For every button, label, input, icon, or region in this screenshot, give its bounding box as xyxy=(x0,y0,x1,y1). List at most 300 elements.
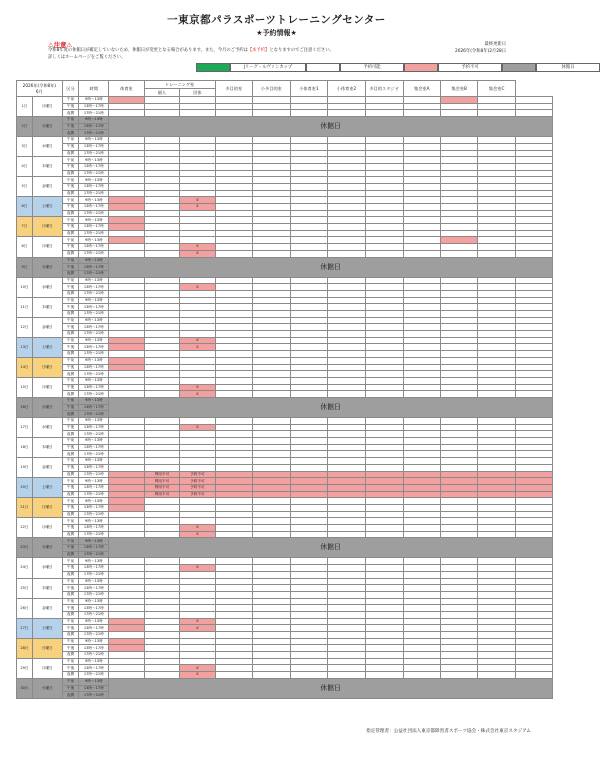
slot-cell xyxy=(515,498,552,505)
slot-cell xyxy=(253,418,291,425)
slot-cell xyxy=(440,230,477,237)
day-cell: 15日 xyxy=(17,377,33,397)
slot-cell xyxy=(290,150,328,157)
slot-cell xyxy=(144,110,179,117)
closed-day-label: 休館日 xyxy=(109,257,553,277)
slot-cell xyxy=(515,143,552,150)
period-cell: 夜間 xyxy=(62,551,79,558)
slot-cell xyxy=(109,665,144,672)
slot-cell xyxy=(365,210,403,217)
slot-cell xyxy=(328,304,366,311)
slot-cell xyxy=(515,444,552,451)
slot-cell xyxy=(253,224,291,231)
period-cell: 午前 xyxy=(62,418,79,425)
slot-cell xyxy=(215,658,252,665)
slot-cell: 利用不可 xyxy=(144,478,179,485)
table-row xyxy=(17,424,553,431)
slot-cell xyxy=(365,438,403,445)
day-cell: 27日 xyxy=(17,618,33,638)
table-row xyxy=(17,652,553,659)
slot-cell xyxy=(180,237,215,244)
slot-cell xyxy=(109,290,144,297)
slot-cell xyxy=(328,451,366,458)
slot-cell: ① xyxy=(180,197,215,204)
slot-cell xyxy=(328,110,366,117)
slot-cell xyxy=(403,471,440,478)
day-cell: 2日 xyxy=(17,117,33,137)
slot-cell xyxy=(478,464,515,471)
table-row xyxy=(17,525,553,532)
slot-cell xyxy=(440,438,477,445)
slot-cell xyxy=(180,163,215,170)
notice-text-a: 令和8年度の休館日が確定していないため、休館日が変更となる場合があります。また、今月のご予約は xyxy=(48,48,248,53)
slot-cell xyxy=(253,157,291,164)
slot-cell xyxy=(144,498,179,505)
slot-cell xyxy=(478,304,515,311)
slot-cell xyxy=(365,418,403,425)
slot-cell xyxy=(515,491,552,498)
period-cell: 夜間 xyxy=(62,210,79,217)
slot-cell xyxy=(109,504,144,511)
slot-cell xyxy=(144,578,179,585)
slot-cell xyxy=(144,351,179,358)
slot-cell xyxy=(515,658,552,665)
slot-cell xyxy=(180,438,215,445)
day-cell: 20日 xyxy=(17,478,33,498)
slot-cell xyxy=(515,464,552,471)
slot-cell xyxy=(478,371,515,378)
slot-cell xyxy=(290,177,328,184)
slot-cell xyxy=(440,558,477,565)
table-row xyxy=(17,110,553,117)
slot-cell xyxy=(290,478,328,485)
slot-cell xyxy=(215,210,252,217)
slot-cell xyxy=(478,518,515,525)
day-cell: 9日 xyxy=(17,257,33,277)
slot-cell xyxy=(215,230,252,237)
slot-cell xyxy=(328,277,366,284)
slot-cell xyxy=(440,471,477,478)
slot-cell xyxy=(440,237,477,244)
slot-cell xyxy=(144,571,179,578)
slot-cell xyxy=(253,143,291,150)
table-row xyxy=(17,190,553,197)
slot-cell xyxy=(290,605,328,612)
slot-cell xyxy=(109,217,144,224)
slot-cell xyxy=(403,163,440,170)
slot-cell xyxy=(440,297,477,304)
slot-cell xyxy=(515,137,552,144)
day-cell: 16日 xyxy=(17,397,33,417)
slot-cell xyxy=(109,311,144,318)
slot-cell xyxy=(515,504,552,511)
slot-cell xyxy=(440,498,477,505)
slot-cell: 利用不可 xyxy=(144,471,179,478)
slot-cell xyxy=(109,652,144,659)
slot-cell xyxy=(515,290,552,297)
slot-cell xyxy=(478,143,515,150)
table-row xyxy=(17,538,553,545)
slot-cell xyxy=(440,324,477,331)
slot-cell: ① xyxy=(180,672,215,679)
slot-cell xyxy=(180,598,215,605)
slot-cell xyxy=(180,150,215,157)
time-cell: 17時～21時 xyxy=(79,431,109,438)
slot-cell xyxy=(253,585,291,592)
slot-cell xyxy=(365,371,403,378)
slot-cell xyxy=(478,625,515,632)
slot-cell xyxy=(365,163,403,170)
time-cell: 17時～21時 xyxy=(79,210,109,217)
period-cell: 午前 xyxy=(62,337,79,344)
time-cell: 13時～17時 xyxy=(79,143,109,150)
slot-cell xyxy=(365,672,403,679)
slot-cell xyxy=(253,652,291,659)
time-cell: 9時～13時 xyxy=(79,117,109,124)
weekday-cell: 土曜日 xyxy=(32,337,62,357)
table-row xyxy=(17,337,553,344)
slot-cell xyxy=(515,565,552,572)
weekday-cell: 火曜日 xyxy=(32,678,62,698)
table-row xyxy=(17,103,553,110)
slot-cell xyxy=(365,424,403,431)
slot-cell xyxy=(253,317,291,324)
slot-cell xyxy=(290,451,328,458)
slot-cell xyxy=(365,484,403,491)
slot-cell xyxy=(403,297,440,304)
table-row xyxy=(17,585,553,592)
slot-cell xyxy=(328,157,366,164)
time-cell: 13時～17時 xyxy=(79,163,109,170)
slot-cell xyxy=(290,357,328,364)
period-cell: 午後 xyxy=(62,364,79,371)
slot-cell xyxy=(144,150,179,157)
slot-cell xyxy=(440,491,477,498)
period-cell: 午後 xyxy=(62,103,79,110)
period-cell: 午前 xyxy=(62,578,79,585)
time-cell: 9時～13時 xyxy=(79,277,109,284)
slot-cell xyxy=(365,391,403,398)
slot-cell xyxy=(440,311,477,318)
slot-cell xyxy=(180,638,215,645)
slot-cell xyxy=(365,498,403,505)
slot-cell xyxy=(180,632,215,639)
period-cell: 夜間 xyxy=(62,391,79,398)
time-cell: 9時～13時 xyxy=(79,97,109,104)
slot-cell xyxy=(440,571,477,578)
slot-cell xyxy=(144,658,179,665)
slot-cell: 予約不可 xyxy=(180,484,215,491)
slot-cell xyxy=(328,143,366,150)
slot-cell xyxy=(478,424,515,431)
slot-cell xyxy=(365,284,403,291)
slot-cell xyxy=(215,377,252,384)
slot-cell xyxy=(180,458,215,465)
weekday-cell: 日曜日 xyxy=(32,217,62,237)
slot-cell xyxy=(290,658,328,665)
time-cell: 9時～13時 xyxy=(79,658,109,665)
time-cell: 9時～13時 xyxy=(79,357,109,364)
slot-cell xyxy=(478,618,515,625)
period-cell: 午後 xyxy=(62,585,79,592)
slot-cell xyxy=(144,284,179,291)
table-row xyxy=(17,632,553,639)
day-cell: 1日 xyxy=(17,97,33,117)
slot-cell xyxy=(144,377,179,384)
slot-cell xyxy=(180,558,215,565)
slot-cell xyxy=(365,444,403,451)
period-cell: 夜間 xyxy=(62,571,79,578)
slot-cell xyxy=(440,217,477,224)
period-cell: 午後 xyxy=(62,224,79,231)
time-cell: 17時～21時 xyxy=(79,611,109,618)
slot-cell xyxy=(440,645,477,652)
slot-cell xyxy=(365,585,403,592)
slot-cell xyxy=(290,431,328,438)
slot-cell xyxy=(144,652,179,659)
slot-cell xyxy=(253,431,291,438)
slot-cell xyxy=(215,444,252,451)
slot-cell xyxy=(440,284,477,291)
period-cell: 午後 xyxy=(62,344,79,351)
slot-cell xyxy=(290,230,328,237)
slot-cell xyxy=(253,371,291,378)
slot-cell xyxy=(440,431,477,438)
slot-cell xyxy=(515,337,552,344)
slot-cell xyxy=(365,525,403,532)
slot-cell xyxy=(290,498,328,505)
slot-cell xyxy=(403,344,440,351)
slot-cell xyxy=(440,531,477,538)
time-cell: 9時～13時 xyxy=(79,317,109,324)
slot-cell xyxy=(215,511,252,518)
slot-cell xyxy=(109,304,144,311)
closed-day-label: 休館日 xyxy=(109,397,553,417)
slot-cell xyxy=(144,511,179,518)
period-cell: 夜間 xyxy=(62,471,79,478)
slot-cell xyxy=(515,157,552,164)
slot-cell xyxy=(253,391,291,398)
slot-cell xyxy=(180,364,215,371)
time-cell: 17時～21時 xyxy=(79,632,109,639)
slot-cell xyxy=(109,571,144,578)
slot-cell xyxy=(365,377,403,384)
slot-cell xyxy=(365,665,403,672)
table-row xyxy=(17,605,553,612)
slot-cell xyxy=(290,565,328,572)
time-cell: 17時～21時 xyxy=(79,491,109,498)
period-cell: 夜間 xyxy=(62,591,79,598)
slot-cell xyxy=(215,471,252,478)
time-cell: 13時～17時 xyxy=(79,625,109,632)
table-row xyxy=(17,611,553,618)
slot-cell xyxy=(440,605,477,612)
table-row xyxy=(17,331,553,338)
slot-cell xyxy=(180,190,215,197)
table-row xyxy=(17,504,553,511)
slot-cell xyxy=(328,290,366,297)
time-cell: 9時～13時 xyxy=(79,217,109,224)
slot-cell xyxy=(144,190,179,197)
legend-label-unavailable: 予約不可 xyxy=(438,63,502,72)
slot-cell xyxy=(180,611,215,618)
slot-cell xyxy=(290,504,328,511)
slot-cell xyxy=(365,297,403,304)
day-cell: 5日 xyxy=(17,177,33,197)
slot-cell xyxy=(515,103,552,110)
slot-cell xyxy=(328,224,366,231)
slot-cell xyxy=(215,170,252,177)
time-cell: 13時～17時 xyxy=(79,484,109,491)
slot-cell xyxy=(440,170,477,177)
slot-cell xyxy=(290,645,328,652)
period-cell: 午前 xyxy=(62,438,79,445)
slot-cell xyxy=(365,638,403,645)
table-row xyxy=(17,571,553,578)
period-cell: 夜間 xyxy=(62,170,79,177)
time-cell: 17時～21時 xyxy=(79,411,109,418)
slot-cell xyxy=(478,277,515,284)
slot-cell xyxy=(109,103,144,110)
slot-cell xyxy=(328,611,366,618)
slot-cell xyxy=(365,103,403,110)
slot-cell xyxy=(109,157,144,164)
slot-cell xyxy=(253,324,291,331)
period-cell: 夜間 xyxy=(62,290,79,297)
slot-cell xyxy=(109,344,144,351)
time-cell: 9時～13時 xyxy=(79,337,109,344)
slot-cell xyxy=(253,177,291,184)
slot-cell xyxy=(180,645,215,652)
slot-cell xyxy=(290,250,328,257)
table-row xyxy=(17,284,553,291)
slot-cell xyxy=(440,137,477,144)
slot-cell xyxy=(144,464,179,471)
slot-cell xyxy=(365,464,403,471)
slot-cell xyxy=(365,384,403,391)
slot-cell xyxy=(403,598,440,605)
slot-cell xyxy=(478,210,515,217)
period-cell: 午前 xyxy=(62,257,79,264)
slot-cell xyxy=(365,311,403,318)
slot-cell xyxy=(144,585,179,592)
time-cell: 9時～13時 xyxy=(79,678,109,685)
header-sho-tamokuteki: 小多目的室 xyxy=(253,81,291,97)
slot-cell xyxy=(144,458,179,465)
slot-cell xyxy=(328,190,366,197)
slot-cell xyxy=(515,163,552,170)
slot-cell xyxy=(109,317,144,324)
slot-cell xyxy=(478,598,515,605)
slot-cell xyxy=(440,652,477,659)
time-cell: 17時～21時 xyxy=(79,531,109,538)
period-cell: 午前 xyxy=(62,137,79,144)
time-cell: 17時～21時 xyxy=(79,652,109,659)
slot-cell xyxy=(515,357,552,364)
header-kubun: 区分 xyxy=(62,81,79,97)
table-row xyxy=(17,297,553,304)
slot-cell xyxy=(253,665,291,672)
slot-cell xyxy=(328,518,366,525)
slot-cell xyxy=(180,157,215,164)
weekday-cell: 土曜日 xyxy=(32,618,62,638)
slot-cell xyxy=(253,498,291,505)
slot-cell: ① xyxy=(180,204,215,211)
slot-cell xyxy=(253,491,291,498)
slot-cell xyxy=(290,163,328,170)
period-cell: 夜間 xyxy=(62,491,79,498)
slot-cell xyxy=(215,585,252,592)
header-jikan: 時間 xyxy=(79,81,109,97)
slot-cell xyxy=(440,163,477,170)
slot-cell xyxy=(365,364,403,371)
table-row xyxy=(17,591,553,598)
schedule-table xyxy=(16,80,553,699)
slot-cell xyxy=(365,304,403,311)
slot-cell xyxy=(478,337,515,344)
slot-cell xyxy=(478,665,515,672)
slot-cell: ① xyxy=(180,391,215,398)
slot-cell xyxy=(365,110,403,117)
slot-cell xyxy=(144,177,179,184)
period-cell: 午後 xyxy=(62,464,79,471)
slot-cell xyxy=(215,578,252,585)
slot-cell xyxy=(215,638,252,645)
slot-cell xyxy=(403,591,440,598)
slot-cell xyxy=(253,197,291,204)
period-cell: 午後 xyxy=(62,244,79,251)
slot-cell xyxy=(515,424,552,431)
slot-cell xyxy=(478,611,515,618)
slot-cell xyxy=(403,658,440,665)
slot-cell xyxy=(180,143,215,150)
slot-cell xyxy=(109,110,144,117)
slot-cell xyxy=(109,324,144,331)
slot-cell xyxy=(180,504,215,511)
table-row xyxy=(17,431,553,438)
period-cell: 夜間 xyxy=(62,230,79,237)
slot-cell xyxy=(440,277,477,284)
period-cell: 午後 xyxy=(62,565,79,572)
slot-cell xyxy=(180,371,215,378)
period-cell: 午後 xyxy=(62,163,79,170)
slot-cell xyxy=(215,351,252,358)
slot-cell xyxy=(515,304,552,311)
slot-cell xyxy=(440,484,477,491)
slot-cell xyxy=(403,578,440,585)
table-row xyxy=(17,625,553,632)
slot-cell xyxy=(365,217,403,224)
slot-cell xyxy=(515,110,552,117)
table-row xyxy=(17,531,553,538)
slot-cell xyxy=(180,571,215,578)
slot-cell xyxy=(515,652,552,659)
slot-cell xyxy=(515,317,552,324)
slot-cell xyxy=(290,217,328,224)
slot-cell xyxy=(403,565,440,572)
weekday-cell: 金曜日 xyxy=(32,317,62,337)
slot-cell xyxy=(365,431,403,438)
slot-cell xyxy=(109,491,144,498)
slot-cell xyxy=(365,224,403,231)
slot-cell xyxy=(403,444,440,451)
slot-cell xyxy=(403,177,440,184)
slot-cell xyxy=(440,290,477,297)
slot-cell xyxy=(365,197,403,204)
slot-cell: ① xyxy=(180,384,215,391)
table-row xyxy=(17,377,553,384)
slot-cell xyxy=(253,444,291,451)
